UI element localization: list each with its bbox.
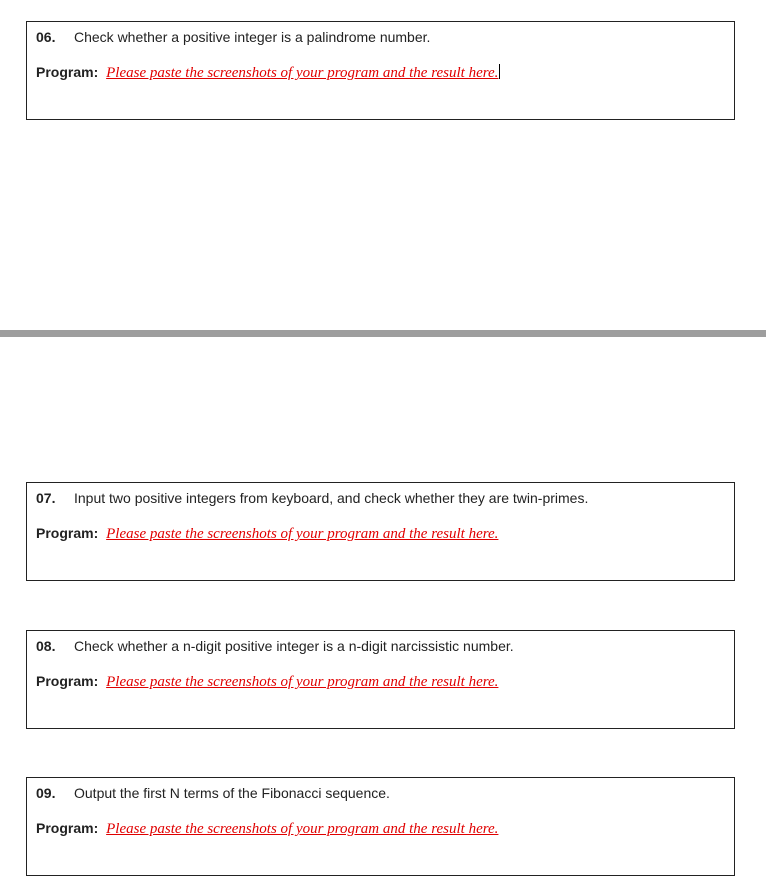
answer-placeholder[interactable]: Please paste the screenshots of your program and the result here. bbox=[106, 65, 499, 81]
program-line bbox=[36, 671, 498, 692]
question-number: 07. bbox=[36, 490, 56, 506]
question-text: Check whether a positive integer is a palindrome number. bbox=[74, 29, 431, 45]
question-box-06 bbox=[26, 21, 735, 120]
program-label: Program: bbox=[36, 525, 99, 541]
question-number: 08. bbox=[36, 638, 56, 654]
answer-placeholder[interactable]: Please paste the screenshots of your program and the result here. bbox=[106, 674, 499, 690]
question-box-09 bbox=[26, 777, 735, 876]
question-box-08 bbox=[26, 630, 735, 729]
program-line bbox=[36, 62, 500, 83]
program-label: Program: bbox=[36, 820, 99, 836]
question-number: 06. bbox=[36, 29, 56, 45]
question-line bbox=[36, 783, 390, 803]
program-label: Program: bbox=[36, 673, 99, 689]
answer-placeholder[interactable]: Please paste the screenshots of your program and the result here. bbox=[106, 526, 499, 542]
page-divider bbox=[0, 330, 766, 337]
question-box-07 bbox=[26, 482, 735, 581]
question-text: Input two positive integers from keyboard, and check whether they are twin-primes. bbox=[74, 490, 589, 506]
question-line bbox=[36, 488, 588, 508]
question-text: Output the first N terms of the Fibonacci sequence. bbox=[74, 785, 390, 801]
text-cursor bbox=[499, 64, 500, 79]
answer-placeholder[interactable]: Please paste the screenshots of your program and the result here. bbox=[106, 821, 499, 837]
program-label: Program: bbox=[36, 64, 99, 80]
question-number: 09. bbox=[36, 785, 56, 801]
program-line bbox=[36, 818, 498, 839]
program-line bbox=[36, 523, 498, 544]
question-text: Check whether a n-digit positive integer is a n-digit narcissistic number. bbox=[74, 638, 514, 654]
question-line bbox=[36, 636, 514, 656]
question-line bbox=[36, 27, 430, 47]
